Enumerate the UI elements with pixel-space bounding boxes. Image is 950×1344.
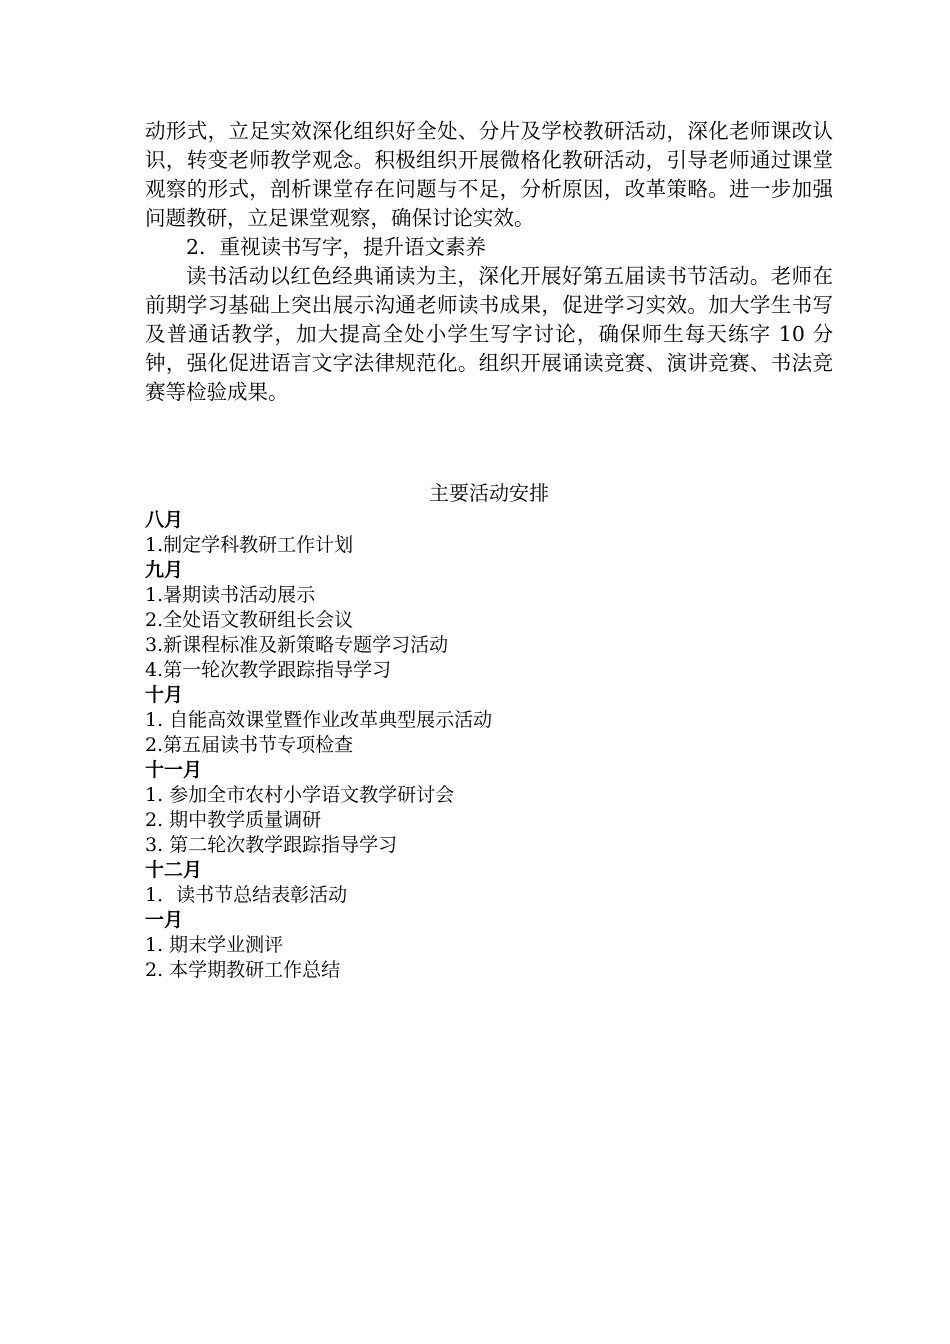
schedule-item: 4.第一轮次教学跟踪指导学习 xyxy=(145,659,392,681)
schedule-list xyxy=(145,508,833,983)
schedule-item: 1.暑期读书活动展示 xyxy=(145,584,316,606)
schedule-item: 1.制定学科教研工作计划 xyxy=(145,534,354,556)
schedule-item: 3.新课程标准及新策略专题学习活动 xyxy=(145,634,449,656)
month-heading-jan: 一月 xyxy=(145,909,184,931)
month-heading-dec: 十二月 xyxy=(145,859,203,881)
month-heading-oct: 十月 xyxy=(145,684,184,706)
schedule-item: 1. 参加全市农村小学语文教学研讨会 xyxy=(145,784,455,806)
section-spacer xyxy=(145,407,833,479)
month-heading-aug: 八月 xyxy=(145,509,184,531)
document-page xyxy=(145,117,833,983)
month-heading-sep: 九月 xyxy=(145,559,184,581)
schedule-item: 2.全处语文教研组长会议 xyxy=(145,609,354,631)
intro-paragraph-2: 读书活动以红色经典诵读为主，深化开展好第五届读书节活动。老师在前期学习基础上突出展示沟通老师读书成果，促进学习实效。加大学生书写及普通话教学，加大提高全处小学生写字讨论，确保师生每天练字 10 分钟，强化促进语言文字法律规范化。组织开展诵读竞赛、演讲竞赛、书法竞赛等检验成果。 xyxy=(145,264,833,404)
intro-paragraph-1: 动形式，立足实效深化组织好全处、分片及学校教研活动，深化老师课改认识，转变老师教学观念。积极组织开展微格化教研活动，引导老师通过课堂观察的形式，剖析课堂存在问题与不足，分析原因，改革策略。进一步加强问题教研，立足课堂观察，确保讨论实效。 xyxy=(145,119,833,230)
schedule-item: 1．读书节总结表彰活动 xyxy=(145,884,348,906)
schedule-item: 2. 期中教学质量调研 xyxy=(145,809,322,831)
schedule-item: 3. 第二轮次教学跟踪指导学习 xyxy=(145,834,398,856)
schedule-item: 2. 本学期教研工作总结 xyxy=(145,959,341,981)
section-heading-reading-writing: 2．重视读书写字，提升语文素养 xyxy=(186,235,487,259)
schedule-item: 1. 自能高效课堂暨作业改革典型展示活动 xyxy=(145,709,493,731)
schedule-title: 主要活动安排 xyxy=(429,481,549,505)
month-heading-nov: 十一月 xyxy=(145,759,203,781)
schedule-item: 1. 期末学业测评 xyxy=(145,934,284,956)
schedule-item: 2.第五届读书节专项检查 xyxy=(145,734,354,756)
